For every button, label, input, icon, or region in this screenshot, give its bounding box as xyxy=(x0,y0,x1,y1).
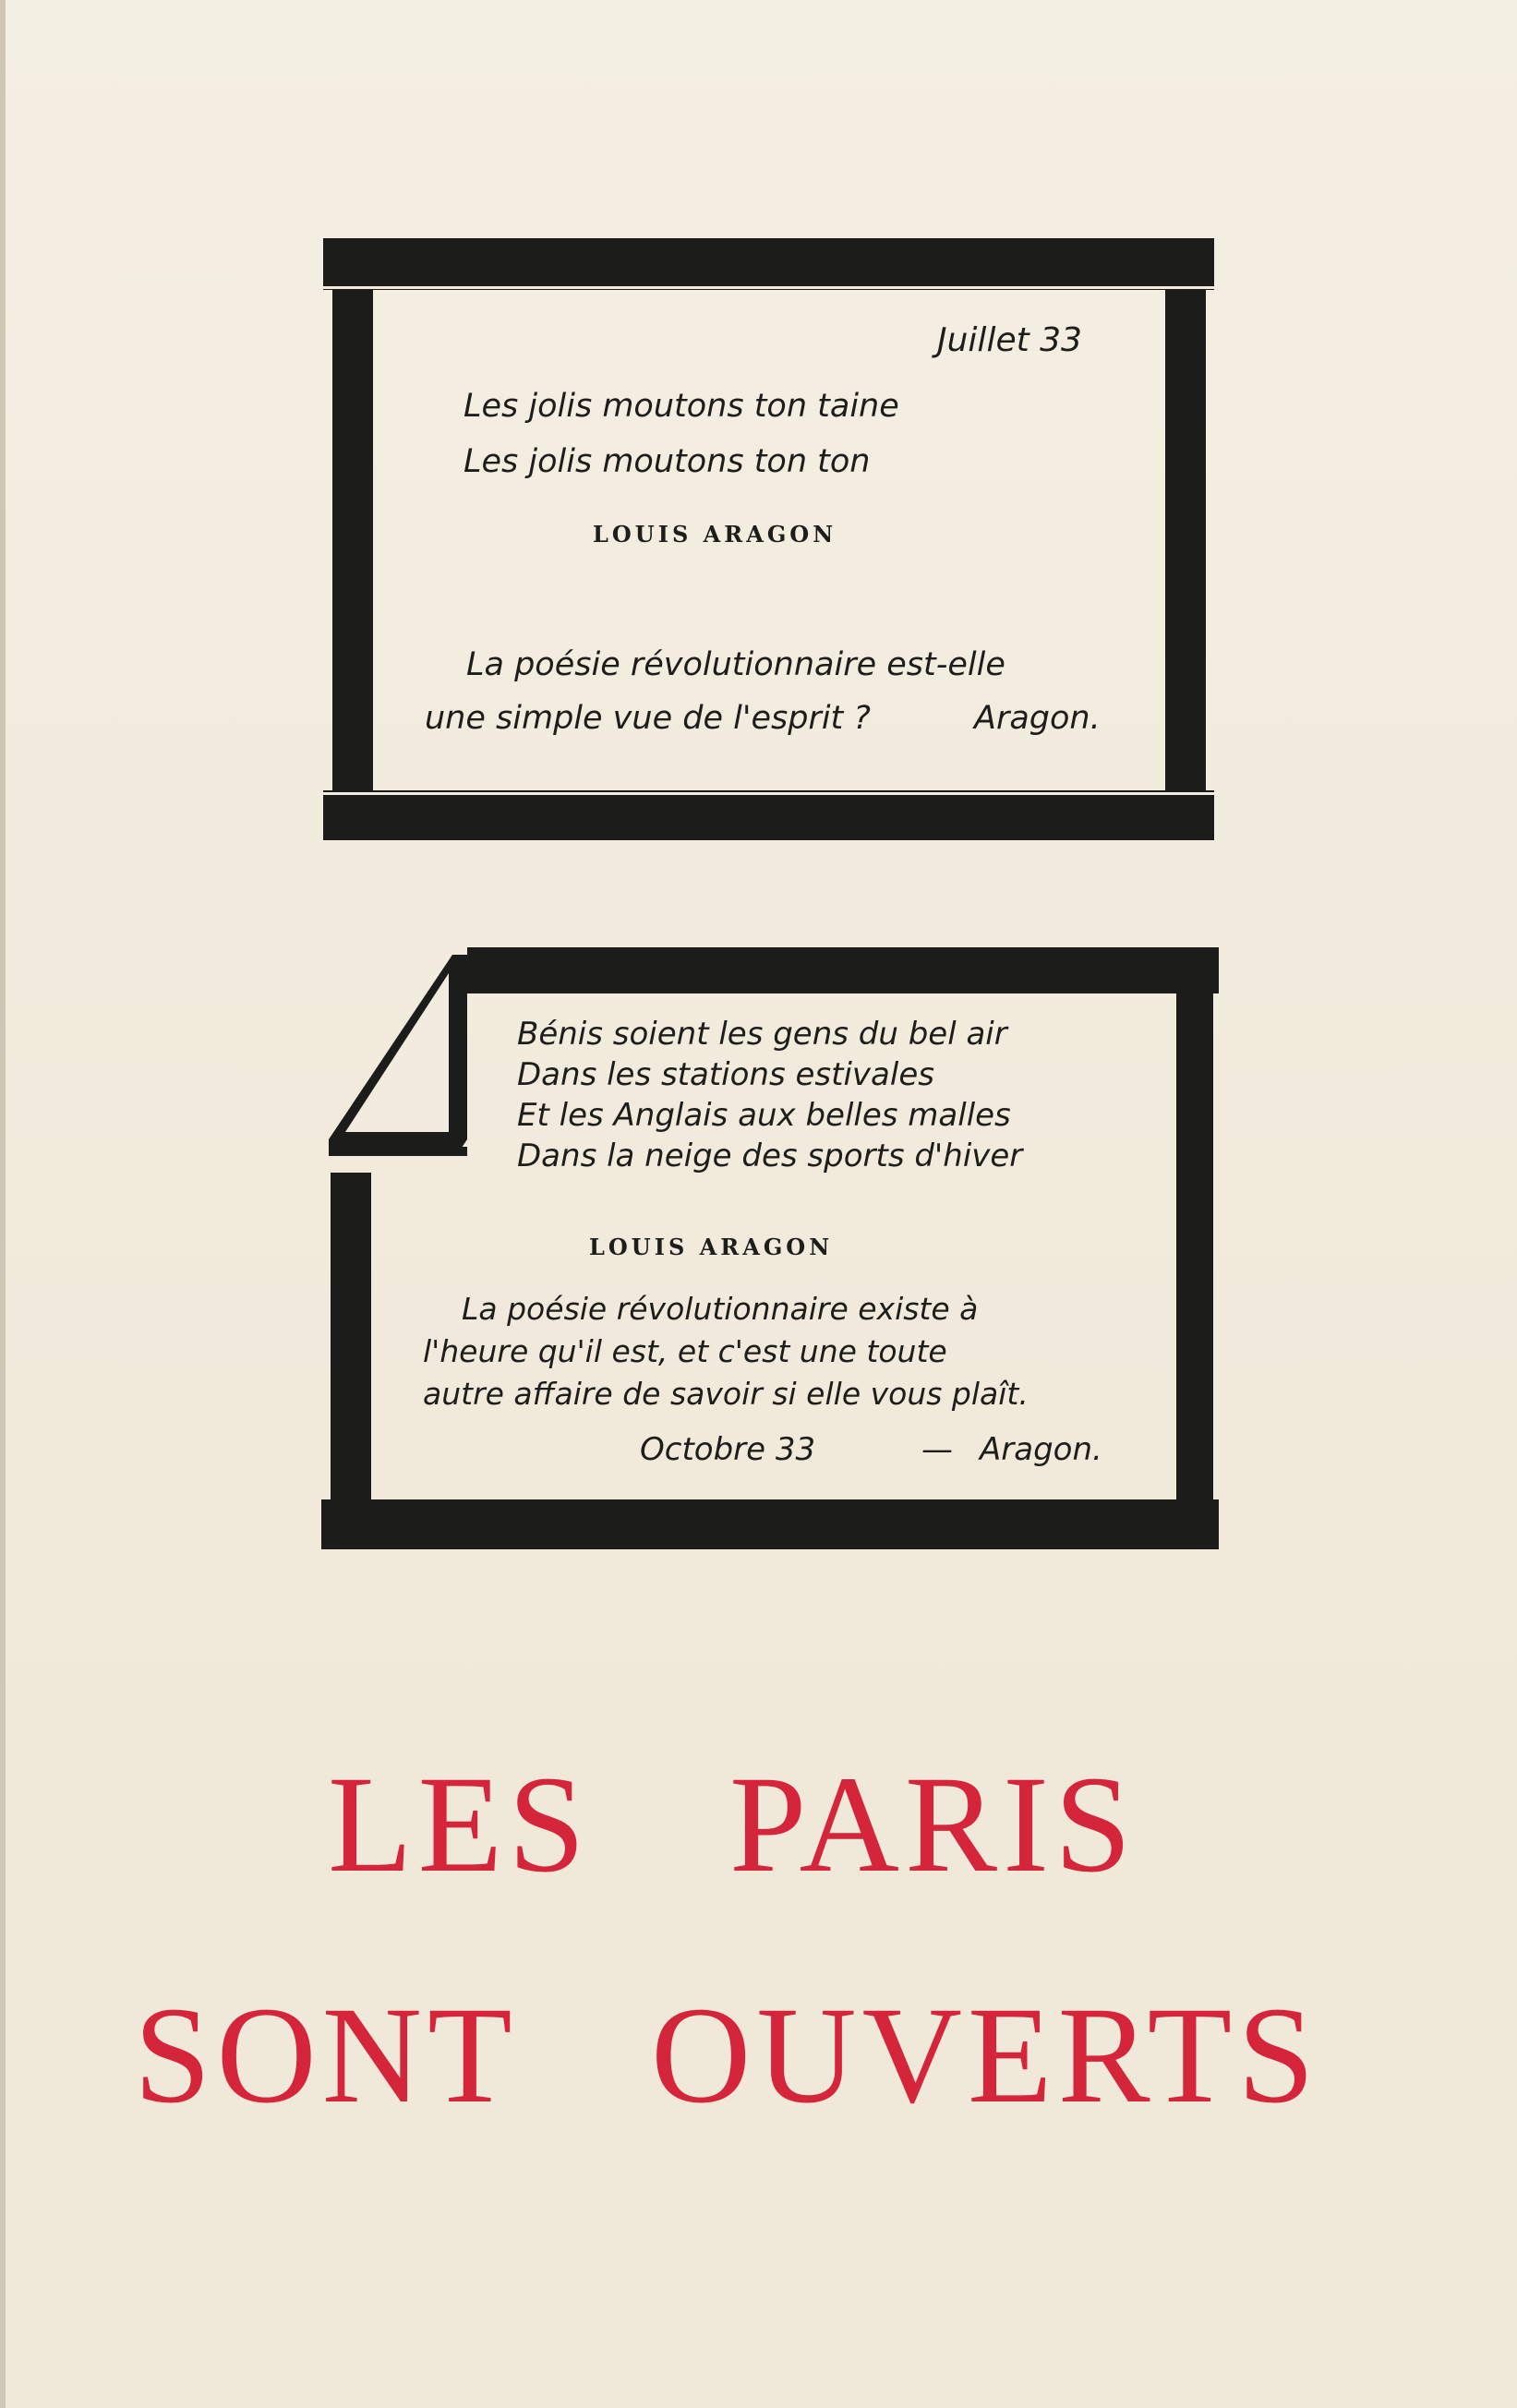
statement-line: l'heure qu'il est, et c'est une toute xyxy=(423,1333,947,1369)
title-word: SONT xyxy=(134,1979,518,2132)
verse-line: Les jolis moutons ton ton xyxy=(464,443,871,480)
frame-notch xyxy=(323,792,1214,795)
verse-line: Dans les stations estivales xyxy=(517,1056,934,1093)
title-word: OUVERTS xyxy=(651,1979,1320,2132)
question-line: une simple vue de l'esprit ? xyxy=(425,700,871,737)
frame-border-left xyxy=(332,290,373,790)
epigraph-date: Juillet 33 xyxy=(937,321,1082,359)
folded-corner-icon xyxy=(321,955,478,1186)
author-name: LOUIS ARAGON xyxy=(593,521,837,548)
statement-line: autre affaire de savoir si elle vous plaît. xyxy=(423,1376,1029,1412)
epigraph-date: Octobre 33 xyxy=(640,1431,816,1468)
verse-line: Dans la neige des sports d'hiver xyxy=(517,1138,1023,1174)
title-word: LES xyxy=(328,1748,591,1901)
frame-border-top xyxy=(467,947,1219,993)
signature: Aragon. xyxy=(974,700,1101,737)
question-line: La poésie révolutionnaire est-elle xyxy=(466,646,1005,683)
signature: Aragon. xyxy=(980,1431,1102,1468)
frame-border-bottom xyxy=(323,790,1214,840)
frame-border-bottom xyxy=(321,1499,1219,1549)
frame-border-right xyxy=(1165,290,1206,790)
dash: — xyxy=(921,1431,953,1468)
author-name: LOUIS ARAGON xyxy=(589,1234,834,1260)
verse-line: Les jolis moutons ton taine xyxy=(464,388,899,425)
epigraph-frame-1 xyxy=(323,238,1214,840)
frame-border-top xyxy=(323,238,1214,290)
epigraph-frame-2 xyxy=(321,947,1219,1549)
verse-line: Et les Anglais aux belles malles xyxy=(517,1097,1011,1134)
frame-notch xyxy=(323,286,1214,289)
title-word: PARIS xyxy=(729,1748,1138,1901)
frame-border-right xyxy=(1176,993,1213,1501)
verse-line: Bénis soient les gens du bel air xyxy=(517,1016,1007,1053)
frame-border-left xyxy=(331,1173,371,1501)
statement-line: La poésie révolutionnaire existe à xyxy=(462,1291,979,1327)
page-edge xyxy=(0,0,6,2408)
